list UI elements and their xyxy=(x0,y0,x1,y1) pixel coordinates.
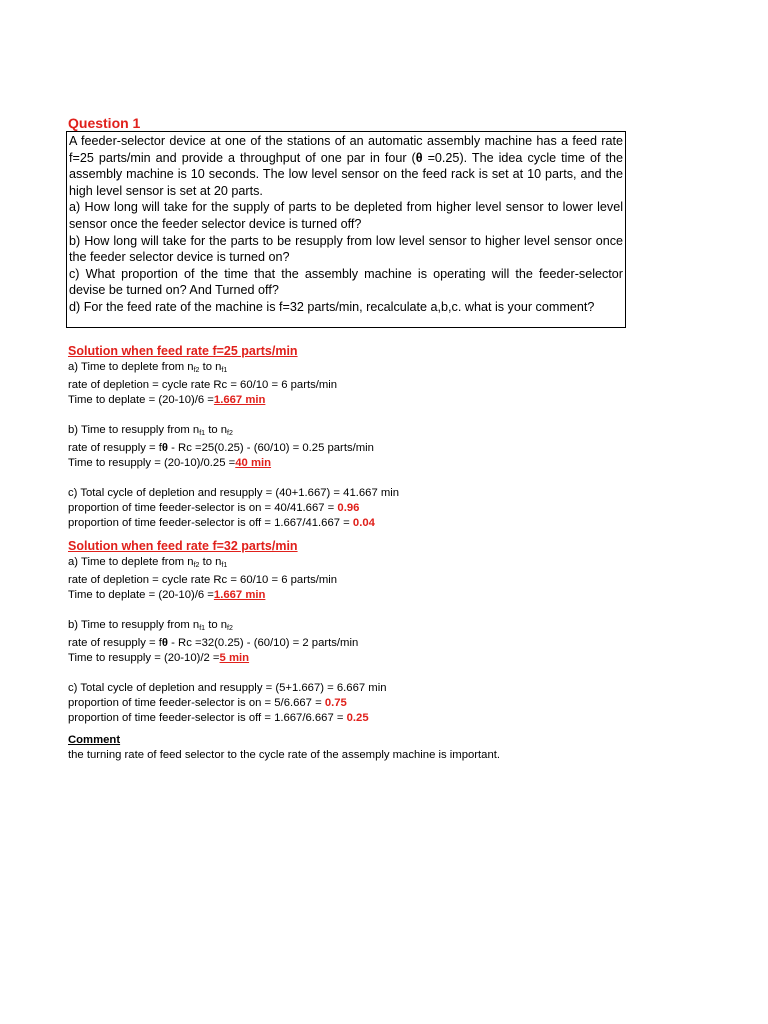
question-part-d: d) For the feed rate of the machine is f=32 parts/min, recalculate a,b,c. what is your comment? xyxy=(69,299,595,314)
comment-text: the turning rate of feed selector to the cycle rate of the assemply machine is important. xyxy=(68,749,501,761)
comment-section xyxy=(68,733,500,763)
solution-f25 xyxy=(68,344,399,531)
sol2-a-answer: 1.667 min xyxy=(213,589,266,601)
sol1-a-line2: rate of depletion = cycle rate Rc = 60/10 = 6 parts/min xyxy=(68,379,338,391)
solution-f32-title: Solution when feed rate f=32 parts/min xyxy=(68,539,298,553)
theta-symbol: θ xyxy=(415,150,423,165)
sol1-a-line1: a) Time to deplete from $n_{f2}$ to $n_{f1}$ xyxy=(68,361,228,374)
sol2-b-line3: Time to resupply = (20-10)/2 =5 min xyxy=(68,652,250,664)
sol1-c-line2: proportion of time feeder-selector is on = 40/41.667 = 0.96 xyxy=(68,502,360,514)
sol1-c-on-answer: 0.96 xyxy=(337,502,360,514)
solution-f32 xyxy=(68,539,387,726)
sol2-b-answer: 5 min xyxy=(219,652,250,664)
question-part-b: b) How long will take for the parts to be resupply from low level sensor to higher level sensor once the feeder selector device is turned on? xyxy=(69,233,623,265)
sol2-c-off-answer: 0.25 xyxy=(346,712,369,724)
sol1-c-line3: proportion of time feeder-selector is off = 1.667/41.667 = 0.04 xyxy=(68,517,375,529)
sol1-c-line1: c) Total cycle of depletion and resupply = (40+1.667) = 41.667 min xyxy=(68,487,400,499)
question-intro: A feeder-selector device at one of the stations of an automatic assembly machine has a feed rate f=25 parts/min and provide a throughput of one par in four (θ =0.25). The idea cycle time of the assembly machine is 10 seconds. The low level sensor on the feed rack is set at 10 parts, and the high level sensor is set at 20 parts. xyxy=(69,134,623,198)
sol2-a-line1: a) Time to deplete from $n_{f2}$ to $n_{f1}$ xyxy=(68,556,228,569)
comment-title: Comment xyxy=(68,734,121,746)
sol2-c-line2: proportion of time feeder-selector is on = 5/6.667 = 0.75 xyxy=(68,697,347,709)
question-title: Question 1 xyxy=(68,115,141,131)
question-part-c: c) What proportion of the time that the assembly machine is operating will the feeder-selector devise be turned on? And Turned off? xyxy=(69,266,623,298)
sol2-c-line3: proportion of time feeder-selector is off = 1.667/6.667 = 0.25 xyxy=(68,712,369,724)
sol2-a-line2: rate of depletion = cycle rate Rc = 60/10 = 6 parts/min xyxy=(68,574,338,586)
sol2-b-line1: b) Time to resupply from $n_{f1}$ to $n_{f2}$ xyxy=(68,619,233,632)
sol1-b-line2: rate of resupply = fθ - Rc =25(0.25) - (60/10) = 0.25 parts/min xyxy=(68,442,374,454)
question-box xyxy=(66,131,626,328)
sol1-a-answer: 1.667 min xyxy=(213,394,266,406)
sol1-b-answer: 40 min xyxy=(235,457,272,469)
solution-f25-title: Solution when feed rate f=25 parts/min xyxy=(68,344,298,358)
sol2-c-line1: c) Total cycle of depletion and resupply = (5+1.667) = 6.667 min xyxy=(68,682,387,694)
sol1-c-off-answer: 0.04 xyxy=(352,517,375,529)
sol2-c-on-answer: 0.75 xyxy=(324,697,347,709)
sol2-a-line3: Time to deplate = (20-10)/6 =1.667 min xyxy=(68,589,266,601)
question-part-a: a) How long will take for the supply of parts to be depleted from higher level sensor to lower level sensor once the feeder selector device is turned off? xyxy=(69,200,623,231)
sol1-b-line1: b) Time to resupply from $n_{f1}$ to $n_{f2}$ xyxy=(68,424,233,437)
sol2-b-line2: rate of resupply = fθ - Rc =32(0.25) - (60/10) = 2 parts/min xyxy=(68,637,359,649)
sol1-b-line3: Time to resupply = (20-10)/0.25 =40 min xyxy=(68,457,272,469)
sol1-a-line3: Time to deplate = (20-10)/6 =1.667 min xyxy=(68,394,266,406)
